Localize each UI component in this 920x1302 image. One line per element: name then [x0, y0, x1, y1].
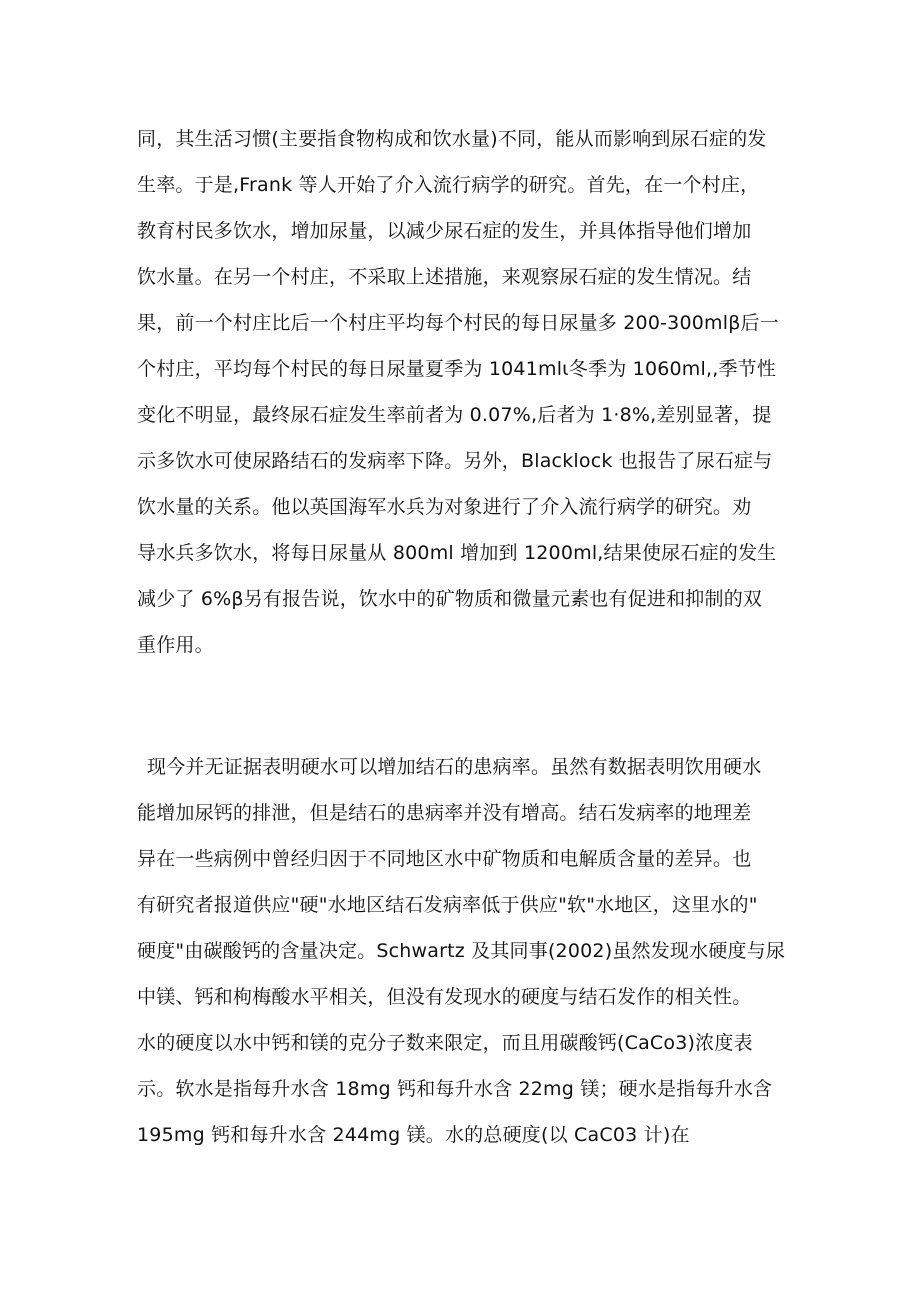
- text-line: 饮水量的关系。他以英国海军水兵为对象进行了介入流行病学的研究。劝: [137, 496, 752, 518]
- text-line: 示。软水是指每升水含 18mg 钙和每升水含 22mg 镁；硬水是指每升水含: [137, 1078, 773, 1100]
- text-line: 水的硬度以水中钙和镁的克分子数来限定，而且用碳酸钙(CaCo3)浓度表: [137, 1032, 753, 1054]
- text-line: 果，前一个村庄比后一个村庄平均每个村民的每日尿量多 200-300mlβ后一: [137, 312, 779, 334]
- text-line: 生率。于是,Frank 等人开始了介入流行病学的研究。首先，在一个村庄，: [137, 174, 760, 196]
- text-line: 硬度"由碳酸钙的含量决定。Schwartz 及其同事(2002)虽然发现水硬度与尿: [137, 940, 786, 962]
- text-line: 中镁、钙和枸梅酸水平相关，但没有发现水的硬度与结石发作的相关性。: [137, 986, 752, 1008]
- text-line: 导水兵多饮水，将每日尿量从 800ml 增加到 1200ml,结果使尿石症的发生: [137, 542, 777, 564]
- text-line: 同，其生活习惯(主要指食物构成和饮水量)不同，能从而影响到尿石症的发: [137, 128, 767, 150]
- paragraph-2: [137, 744, 797, 1158]
- text-line: 个村庄，平均每个村民的每日尿量夏季为 1041mlι冬季为 1060ml,,季节性: [137, 358, 777, 380]
- text-line: 能增加尿钙的排泄，但是结石的患病率并没有增高。结石发病率的地理差: [137, 802, 752, 824]
- text-line: 减少了 6%β另有报告说，饮水中的矿物质和微量元素也有促进和抑制的双: [137, 588, 763, 610]
- text-line: 重作用。: [137, 634, 214, 656]
- text-line: 饮水量。在另一个村庄，不采取上述措施，来观察尿石症的发生情况。结: [137, 266, 752, 288]
- text-line: 示多饮水可使尿路结石的发病率下降。另外，Blacklock 也报告了尿石症与: [137, 450, 773, 472]
- text-line: 教育村民多饮水，增加尿量，以减少尿石症的发生，并具体指导他们增加: [137, 220, 752, 242]
- text-line: 195mg 钙和每升水含 244mg 镁。水的总硬度(以 CaC03 计)在: [137, 1124, 690, 1146]
- text-line: 变化不明显，最终尿石症发生率前者为 0.07%,后者为 1·8%,差别显著，提: [137, 404, 772, 426]
- text-line: 异在一些病例中曾经归因于不同地区水中矿物质和电解质含量的差异。也: [137, 848, 752, 870]
- text-line: 有研究者报道供应"硬"水地区结石发病率低于供应"软"水地区，这里水的": [137, 894, 758, 916]
- paragraph-1: [137, 116, 797, 668]
- text-line: 现今并无证据表明硬水可以增加结石的患病率。虽然有数据表明饮用硬水: [147, 756, 762, 778]
